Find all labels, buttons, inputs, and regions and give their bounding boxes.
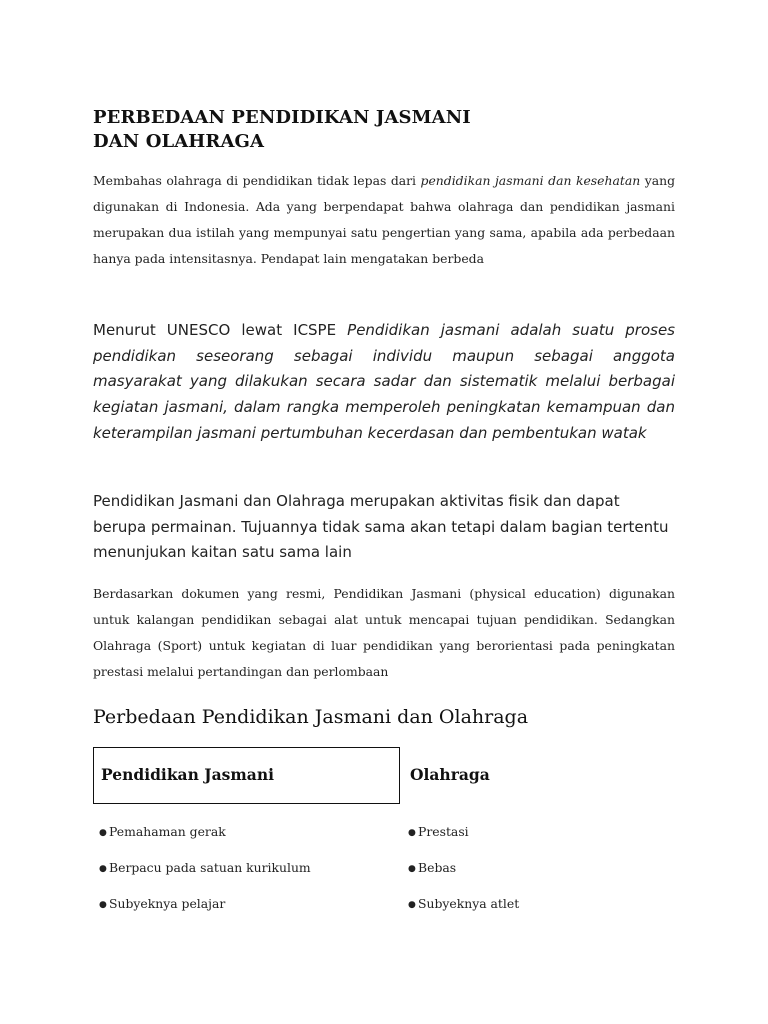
paragraph-intro-text-before: Membahas olahraga di pendidikan tidak lepas dari xyxy=(93,173,421,188)
list-item-text: Bebas xyxy=(418,860,457,875)
bullet-icon: ● xyxy=(408,828,416,838)
list-item-text: Prestasi xyxy=(418,824,469,839)
list-item xyxy=(408,894,519,930)
title-line-1: PERBEDAAN PENDIDIKAN JASMANI xyxy=(93,107,471,128)
list-item-text: Subyeknya pelajar xyxy=(109,896,226,911)
paragraph-intro-italic: pendidikan jasmani dan kesehatan xyxy=(420,173,641,188)
paragraph-official-document: Berdasarkan dokumen yang resmi, Pendidikan Jasmani (physical education) digunakan untuk kalangan pendidikan sebagai alat untuk mencapai tujuan pendidikan. Sedangkan Olahraga (Sport) untuk kegiatan di luar pendidikan yang berorientasi pada peningkatan prestasi melalui pertandingan dan perlombaan xyxy=(93,586,675,679)
list-item xyxy=(99,894,311,930)
document-title xyxy=(93,106,675,154)
left-bullet-list xyxy=(99,822,311,930)
comparison-heading: Perbedaan Pendidikan Jasmani dan Olahraga xyxy=(93,706,529,728)
title-line-2: DAN OLAHRAGA xyxy=(93,131,265,152)
paragraph-intro-text-after: yang digunakan di Indonesia. Ada yang berpendapat bahwa olahraga dan pendidikan jasmani merupakan dua istilah yang mempunyai satu pengertian yang sama, apabila ada perbedaan hanya pada intensitasnya. Pendapat lain mengatakan berbeda xyxy=(93,173,676,266)
bullet-icon: ● xyxy=(408,864,416,874)
right-column-header: Olahraga xyxy=(410,765,490,784)
right-bullet-list xyxy=(408,822,519,930)
paragraph-intro xyxy=(93,168,675,272)
paragraph-activity: Pendidikan Jasmani dan Olahraga merupakan aktivitas fisik dan dapat berupa permainan. Tujuannya tidak sama akan tetapi dalam bagian tertentu menunjukan kaitan satu sama lain xyxy=(93,492,669,561)
bullet-icon: ● xyxy=(408,900,416,910)
paragraph-unesco-italic: Pendidikan jasmani adalah suatu proses pendidikan seseorang sebagai individu maupun sebagai anggota masyarakat yang dilakukan secara sadar dan sistematik melalui berbagai kegiatan jasmani, dalam rangka memperoleh peningkatan kemampuan dan keterampilan jasmani pertumbuhan kecerdasan dan pembentukan watak xyxy=(93,321,675,442)
bullet-icon: ● xyxy=(99,864,107,874)
list-item xyxy=(408,858,519,894)
paragraph-unesco-lead: Menurut UNESCO lewat ICSPE xyxy=(93,321,348,339)
list-item-text: Pemahaman gerak xyxy=(109,824,226,839)
list-item xyxy=(408,822,519,858)
bullet-icon: ● xyxy=(99,828,107,838)
list-item-text: Berpacu pada satuan kurikulum xyxy=(109,860,311,875)
list-item xyxy=(99,822,311,858)
list-item-text: Subyeknya atlet xyxy=(418,896,520,911)
left-column-header: Pendidikan Jasmani xyxy=(101,765,274,784)
list-item xyxy=(99,858,311,894)
bullet-icon: ● xyxy=(99,900,107,910)
paragraph-unesco-definition xyxy=(93,318,675,447)
